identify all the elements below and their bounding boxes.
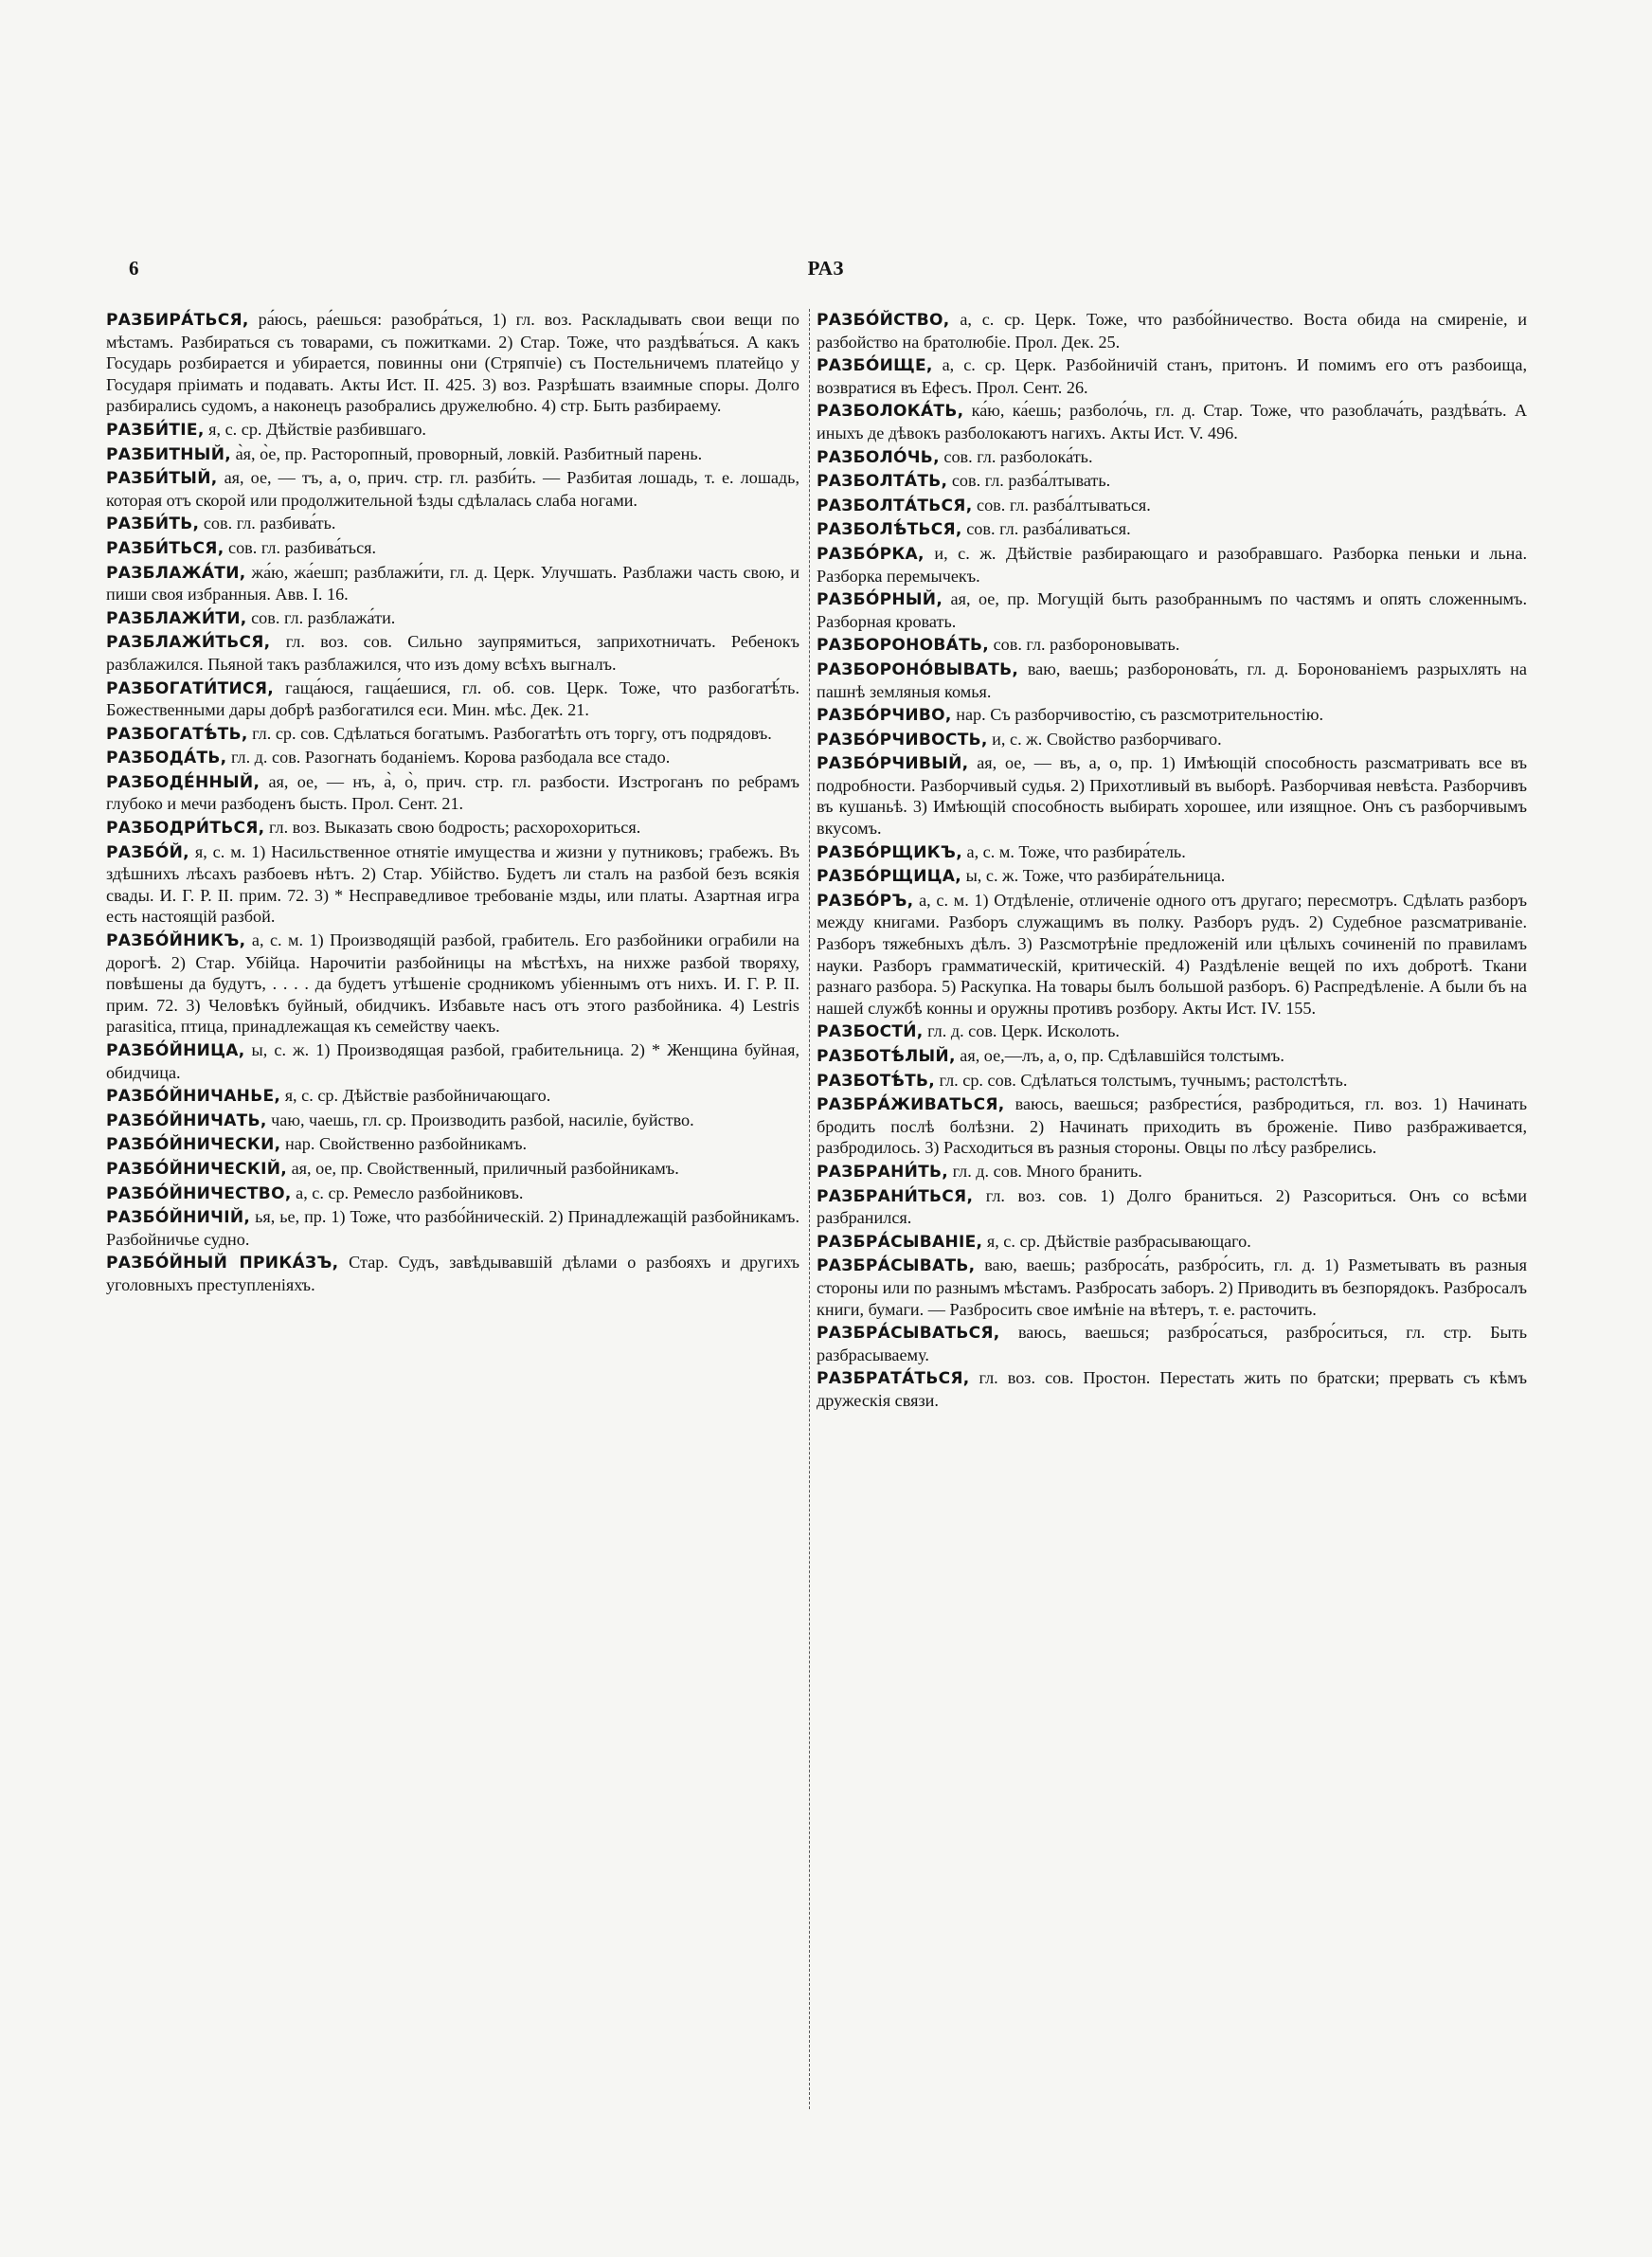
entry-definition: ваюсь, ваешься; разбрести́ся, разбродиться, гл. воз. 1) Начинать бродить послѣ болѣзни. 2) Начинать приходить въ броженіе. Пиво разбраживается, разбродилось. 3) Расходиться въ разныя стороны. Овцы по лѣсу разбрелись. [817, 1094, 1527, 1158]
entry-definition: жа́ю, жа́ешп; разблажи́ти, гл. д. Церк. Улучшать. Разблажи часть свою, и пиши своя избранныя. Авв. I. 16. [106, 562, 799, 605]
entry-headword: РАЗБО́РЧИВЫЙ, [817, 754, 969, 774]
entry-headword: РАЗБО́ЙНИЧЕСКИ, [106, 1135, 281, 1155]
entry-definition: сов. гл. разбива́ть. [203, 514, 336, 533]
entry-definition: ая, ое, — нъ, а̀, о̀, прич. стр. гл. разбости. Изстроганъ по ребрамъ глубоко и мечи разбоденъ бысть. Прол. Сент. 21. [106, 771, 799, 814]
entry-definition: ая, ое, пр. Свойственный, приличный разбойникамъ. [291, 1158, 679, 1178]
entry-headword: РАЗБО́ЙНИЧАТЬ, [106, 1110, 267, 1130]
entry-definition: я, с. м. 1) Насильственное отнятіе имущества и жизни у путниковъ; грабежъ. Въ здѣшнихъ лѣсахъ разбоевъ нѣтъ. 2) Стар. Убійство. Будетъ ли сталъ на разбой безъ всякія свады. И. Г. Р. II. прим. 72. 3) * Несправедливое требованіе мзды, или платы. Азартная игра есть настоящій разбой. [106, 841, 799, 927]
entry-headword: РАЗБОРОНОВА́ТЬ, [817, 636, 990, 656]
dictionary-entry [106, 841, 799, 928]
entry-headword: РАЗБО́РЩИКЪ, [817, 842, 962, 862]
dictionary-entry [817, 588, 1527, 632]
dictionary-entry [106, 1183, 799, 1205]
entry-headword: РАЗБОТѢ́ТЬ, [817, 1071, 935, 1091]
entry-definition: гл. д. сов. Много бранить. [952, 1161, 1142, 1181]
dictionary-entry [817, 1255, 1527, 1320]
entry-headword: РАЗБО́РЧИВОСТЬ, [817, 730, 988, 749]
entry-headword: РАЗБИ́ТЫЙ, [106, 469, 218, 489]
dictionary-entry [106, 817, 799, 840]
column-divider [809, 309, 810, 2109]
entry-definition: ья, ье, пр. 1) Тоже, что разбо́йническій. 2) Принадлежащій разбойникамъ. Разбойничье судно. [106, 1207, 799, 1249]
entry-definition: гл. ср. сов. Сдѣлаться толстымъ, тучнымъ; растолстѣть. [939, 1070, 1348, 1090]
entry-headword: РАЗБРА́СЫВАТЬСЯ, [817, 1324, 1000, 1344]
entry-definition: ы, с. ж. Тоже, что разбира́тельница. [965, 866, 1226, 886]
entry-definition: сов. гл. разболока́ть. [943, 446, 1093, 466]
dictionary-entry [106, 513, 799, 535]
entry-definition: сов. гл. разбива́ться. [228, 537, 377, 557]
entry-headword: РАЗБРА́СЫВАНІЕ, [817, 1232, 983, 1252]
dictionary-entry [106, 1158, 799, 1181]
entry-definition: сов. гл. разблажа́ти. [251, 607, 396, 627]
dictionary-entry [817, 1367, 1527, 1411]
dictionary-entry [106, 930, 799, 1038]
running-title: РАЗ [807, 257, 845, 280]
dictionary-entry [106, 677, 799, 721]
entry-definition: и, с. ж. Дѣйствіе разбирающаго и разобравшаго. Разборка пеньки и льна. Разборка перемычекъ. [817, 543, 1527, 586]
entry-definition: гл. д. сов. Церк. Исколоть. [927, 1021, 1120, 1041]
page-number: 6 [129, 257, 139, 280]
entry-headword: РАЗБИ́ТЬ, [106, 515, 200, 534]
dictionary-entry [106, 1110, 799, 1132]
entry-definition: сов. гл. разба́лтывать. [951, 471, 1111, 491]
page-header [87, 257, 1565, 285]
dictionary-entry [106, 607, 799, 630]
dictionary-entry [817, 752, 1527, 839]
entry-headword: РАЗБО́ЙНИЦА, [106, 1041, 245, 1060]
dictionary-entry [106, 467, 799, 511]
entry-definition: сов. гл. разборонoвывать. [993, 635, 1180, 655]
entry-headword: РАЗБОДА́ТЬ, [106, 749, 227, 768]
entry-headword: РАЗБЛАЖА́ТИ, [106, 563, 246, 583]
dictionary-entry [817, 309, 1527, 352]
dictionary-entry [817, 890, 1527, 1020]
dictionary-entry [817, 1322, 1527, 1365]
entry-headword: РАЗБО́РНЫЙ, [817, 590, 943, 610]
dictionary-entry [817, 1161, 1527, 1183]
entry-headword: РАЗБЛАЖИ́ТЬСЯ, [106, 633, 271, 653]
entry-headword: РАЗБО́РЪ, [817, 891, 914, 911]
entry-definition: ваю, ваешь; разборонова́ть, гл. д. Боронованіемъ разрыхлять на пашнѣ земляныя комья. [817, 659, 1527, 701]
entry-headword: РАЗБРАНИ́ТЬ, [817, 1162, 949, 1182]
entry-definition: сов. гл. разба́ливаться. [966, 519, 1131, 539]
entry-definition: сов. гл. разба́лтываться. [977, 495, 1151, 515]
entry-headword: РАЗБОДРИ́ТЬСЯ, [106, 819, 265, 839]
entry-definition: ка́ю, ка́ешь; разболо́чь, гл. д. Стар. Тоже, что разоблача́ть, раздѣва́ть. А иныхъ де дѣвокъ разболокаютъ нагихъ. Акты Ист. V. 496. [817, 401, 1527, 442]
entry-definition: нар. Свойственно разбойникамъ. [284, 1134, 528, 1154]
entry-definition: ая, ое, — въ, а, о, пр. 1) Имѣющій способность разсматривать все въ подробности. Разборчивый судья. 2) Прихотливый въ выборѣ. Разборчивая невѣста. Разборчивъ въ кушаньѣ. 3) Имѣющій способность выбирать хорошее, или изящное. Онъ съ разборчивымъ вкусомъ. [817, 753, 1527, 839]
dictionary-entry [106, 537, 799, 560]
dictionary-entry [106, 723, 799, 746]
right-column [817, 309, 1527, 2090]
entry-definition: я, с. ср. Дѣйствіе разбившаго. [208, 419, 426, 439]
entry-headword: РАЗБО́Й, [106, 842, 189, 862]
entry-headword: РАЗБИТНЫЙ, [106, 444, 232, 464]
entry-definition: гл. д. сов. Разогнать боданіемъ. Корова разбодала все стадо. [230, 748, 671, 767]
dictionary-entry [817, 865, 1527, 888]
entry-definition: Стар. Судъ, завѣдывавшій дѣлами о разбояхъ и другихъ уголовныхъ преступленіяхъ. [106, 1253, 799, 1294]
entry-headword: РАЗБОЛО́ЧЬ, [817, 447, 940, 467]
dictionary-entry [106, 419, 799, 442]
entry-definition: я, с. ср. Дѣйствіе разбрасывающаго. [986, 1231, 1251, 1251]
entry-headword: РАЗБО́ЙНИЧЕСКІЙ, [106, 1159, 288, 1179]
dictionary-entry [817, 841, 1527, 864]
dictionary-entry [817, 1045, 1527, 1068]
entry-headword: РАЗБО́ЙСТВО, [817, 311, 950, 330]
entry-headword: РАЗБОЛТА́ТЬСЯ, [817, 496, 973, 515]
dictionary-entry [817, 518, 1527, 541]
entry-headword: РАЗБИ́ТЬСЯ, [106, 538, 224, 558]
entry-definition: чаю, чаешь, гл. ср. Производить разбой, насиліе, буйство. [271, 1110, 694, 1129]
dictionary-entry [817, 1070, 1527, 1092]
dictionary-entry [106, 562, 799, 605]
entry-headword: РАЗБЛАЖИ́ТИ, [106, 608, 247, 628]
dictionary-entry [106, 771, 799, 815]
dictionary-entry [817, 543, 1527, 587]
dictionary-entry [817, 634, 1527, 657]
entry-definition: я, с. ср. Дѣйствіе разбойничающаго. [284, 1086, 551, 1106]
left-column [106, 309, 799, 2090]
entry-definition: ая, ое, — тъ, а, о, прич. стр. гл. разби́ть. — Разбитая лошадь, т. е. лошадь, которая отъ скорой или продолжительной ѣзды сдѣлалась слаба ногами. [106, 468, 799, 510]
entry-definition: гаща́юся, гаща́ешися, гл. об. сов. Церк. Тоже, что разбогатѣ́ть. Божественными дары добрѣ разбогатился еси. Мин. мѣс. Дек. 21. [106, 677, 799, 720]
entry-definition: а, с. ср. Церк. Разбойничій станъ, притонъ. И помимъ его отъ разбоища, возвратися въ Ефесъ. Прол. Сент. 26. [817, 355, 1527, 397]
dictionary-entry [817, 354, 1527, 398]
dictionary-entry [106, 1133, 799, 1156]
dictionary-entry [817, 470, 1527, 493]
entry-definition: ая, ое, пр. Могущій быть разобраннымъ по частямъ и опять сложеннымъ. Разборная кровать. [817, 589, 1527, 631]
entry-definition: а, с. ср. Ремесло разбойниковъ. [296, 1183, 524, 1202]
dictionary-entry [106, 1085, 799, 1108]
entry-definition: гл. воз. Выказать свою бодрость; расхорохориться. [268, 818, 641, 838]
entry-headword: РАЗБОГАТѢ́ТЬ, [106, 724, 248, 744]
entry-headword: РАЗБО́ЙНИКЪ, [106, 931, 246, 951]
entry-headword: РАЗБО́РЩИЦА, [817, 867, 962, 887]
dictionary-entry [817, 1231, 1527, 1254]
entry-definition: ы, с. ж. 1) Производящая разбой, грабительница. 2) * Женщина буйная, обидчица. [106, 1040, 799, 1082]
entry-definition: нар. Съ разборчивостію, съ разсмотрительностію. [956, 705, 1323, 725]
entry-definition: а, с. м. Тоже, что разбира́тель. [966, 841, 1186, 861]
dictionary-entry [106, 631, 799, 675]
dictionary-entry [817, 659, 1527, 702]
entry-definition: а, с. ср. Церк. Тоже, что разбо́йничество. Воста обида на смиреніе, и разбойство на братолюбіе. Прол. Дек. 25. [817, 310, 1527, 352]
entry-headword: РАЗБИРА́ТЬСЯ, [106, 311, 249, 330]
dictionary-entry [817, 400, 1527, 443]
entry-headword: РАЗБО́РКА, [817, 544, 925, 564]
entry-headword: РАЗБОЛѢ́ТЬСЯ, [817, 520, 962, 540]
entry-definition: а, с. м. 1) Отдѣленіе, отличеніе одного отъ другаго; пересмотръ. Сдѣлать разборъ между книгами. Разборъ служащимъ въ полку. Разборъ рудъ. 2) Судебное разсматриваніе. Разборъ тяжебныхъ дѣлъ. 3) Разсмотрѣніе предложеній или цѣлыхъ сочиненій по правиламъ науки. Разборъ грамматическій, критическій. 4) Раздѣленіе вещей по ихъ добротѣ. Ткани разнаго разбора. 5) Раскупка. На товары былъ большой разборъ. 6) Распредѣленіе. А были бъ на нашей службѣ конны и оружны противъ розбору. Акты Ист. IV. 155. [817, 890, 1527, 1018]
dictionary-entry [106, 1206, 799, 1250]
dictionary-entry [817, 1185, 1527, 1229]
entry-headword: РАЗБОЛОКА́ТЬ, [817, 402, 964, 422]
entry-headword: РАЗБОГАТИ́ТИСЯ, [106, 678, 274, 698]
entry-definition: гл. воз. сов. 1) Долго браниться. 2) Разсориться. Онъ со всѣми разбранился. [817, 1185, 1527, 1228]
entry-definition: гл. воз. сов. Простон. Перестать жить по братски; прервать съ кѣмъ дружескія связи. [817, 1368, 1527, 1410]
entry-definition: и, с. ж. Свойство разборчиваго. [992, 729, 1222, 749]
entry-definition: ваюсь, ваешься; разбро́саться, разбро́ситься, гл. стр. Быть разбрасываему. [817, 1323, 1527, 1364]
entry-headword: РАЗБОРОНО́ВЫВАТЬ, [817, 659, 1019, 679]
dictionary-entry [106, 443, 799, 466]
entry-definition: ваю, ваешь; разброса́ть, разбро́сить, гл. д. 1) Разметывать въ разныя стороны или по разнымъ мѣстамъ. Разбросать заборъ. 2) Приводить въ безпорядокъ. Разбросалъ книги, бумаги. — Разбросить свое имѣніе на вѣтеръ, т. е. расточить. [817, 1255, 1527, 1319]
entry-headword: РАЗБРАНИ́ТЬСЯ, [817, 1186, 974, 1206]
entry-definition: а, с. м. 1) Производящій разбой, грабитель. Его разбойники ограбили на дорогѣ. 2) Стар. Убійца. Нарочитіи разбойницы на мѣстѣхъ, на нихже разбой творяху, повѣшены да будутъ, . . . . да будетъ утѣшеніе сродникомъ убіеннымъ отъ нихъ. И. Г. Р. II. прим. 72. 3) Человѣкъ буйный, обидчикъ. Избавьте насъ отъ этого разбойника. 4) Lestris parasitica, птица, принадлежащая къ семейству чаекъ. [106, 930, 799, 1037]
entry-definition: гл. воз. сов. Сильно заупрямиться, заприхотничать. Ребенокъ разблажился. Пьяной такъ разблажился, что изъ дому всѣхъ выгналъ. [106, 632, 799, 674]
dictionary-entry [106, 747, 799, 769]
entry-headword: РАЗБОЛТА́ТЬ, [817, 472, 948, 492]
entry-headword: РАЗБО́ЙНИЧАНЬЕ, [106, 1087, 281, 1107]
entry-headword: РАЗБО́ЙНИЧЕСТВО, [106, 1183, 292, 1203]
entry-headword: РАЗБИ́ТІЕ, [106, 420, 205, 440]
entry-headword: РАЗБО́РЧИВО, [817, 706, 952, 726]
dictionary-entry [817, 495, 1527, 517]
dictionary-entry [106, 1252, 799, 1295]
entry-definition: гл. ср. сов. Сдѣлаться богатымъ. Разбогатѣть отъ торгу, отъ подрядовъ. [252, 723, 772, 743]
entry-headword: РАЗБО́ЙНИЧІЙ, [106, 1208, 251, 1228]
dictionary-entry [106, 1039, 799, 1083]
entry-definition: ра́юсь, ра́ешься: разобра́ться, 1) гл. воз. Раскладывать свои вещи по мѣстамъ. Разбираться съ товарами, съ пожитками. 2) Стар. Тоже, что раздѣва́ться. А какъ Государь розбирается и убирается, повинны они (Стряпчіе) съ Постельничемъ платейцо у Государя пріимать и подавать. Акты Ист. II. 425. 3) воз. Разрѣшать взаимные споры. Долго разбирались судомъ, а наконецъ разобрались дружелюбно. 4) стр. Быть разбираему. [106, 310, 799, 416]
dictionary-entry [817, 729, 1527, 751]
entry-headword: РАЗБРА́ЖИВАТЬСЯ, [817, 1095, 1005, 1115]
entry-headword: РАЗБРА́СЫВАТЬ, [817, 1256, 976, 1276]
dictionary-entry [817, 1093, 1527, 1159]
dictionary-entry [106, 309, 799, 417]
entry-headword: РАЗБО́ЙНЫЙ ПРИКА́ЗЪ, [106, 1254, 339, 1273]
dictionary-entry [817, 446, 1527, 469]
entry-definition: а̀я, о̀е, пр. Расторопный, проворный, ловкій. Разбитный парень. [235, 443, 703, 463]
entry-headword: РАЗБОТѢ́ЛЫЙ, [817, 1047, 956, 1066]
entry-headword: РАЗБОДЕ́ННЫЙ, [106, 772, 260, 792]
entry-headword: РАЗБРАТА́ТЬСЯ, [817, 1369, 970, 1389]
dictionary-entry [817, 1020, 1527, 1043]
entry-definition: ая, ое,—лъ, а, о, пр. Сдѣлавшійся толстымъ. [960, 1046, 1284, 1065]
dictionary-entry [817, 704, 1527, 727]
entry-headword: РАЗБО́ИЩЕ, [817, 356, 933, 376]
entry-headword: РАЗБОСТИ́, [817, 1022, 924, 1042]
